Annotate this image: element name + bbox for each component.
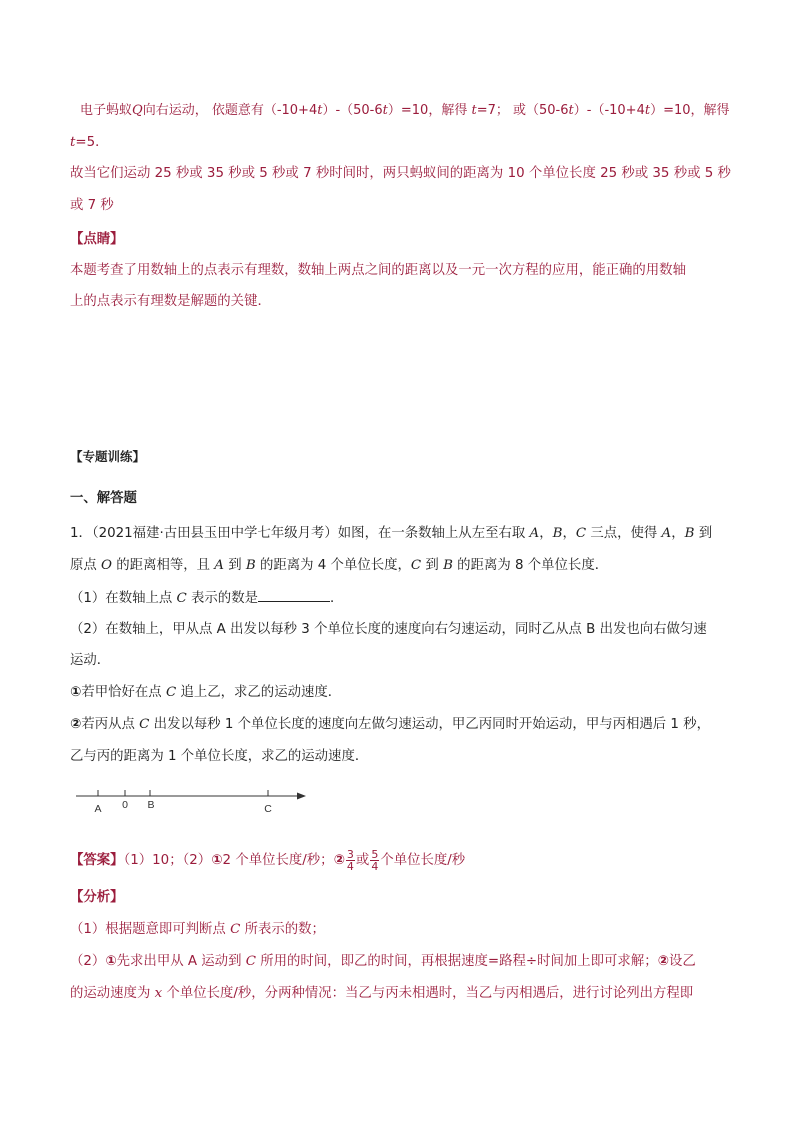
var: C xyxy=(230,922,241,937)
text: 的运动速度为 xyxy=(70,986,155,1001)
var: t xyxy=(70,135,76,150)
solution-line-4: 或 7 秒 xyxy=(70,198,114,213)
text: （1）10；（2） xyxy=(123,853,212,868)
denominator: 4 xyxy=(371,859,379,873)
denominator: 4 xyxy=(346,859,354,873)
text: 原点 xyxy=(70,558,102,573)
text: 三点，使得 xyxy=(586,526,662,541)
text: 所表示的数； xyxy=(240,922,325,937)
circled-one: ① xyxy=(70,685,82,700)
text: 设乙 xyxy=(668,954,696,969)
var: O xyxy=(101,558,113,573)
text: 若丙从点 xyxy=(81,717,140,732)
text: ）=10，解得 xyxy=(387,103,472,118)
dianjing-line-1: 本题考查了用数轴上的点表示有理数，数轴上两点之间的距离以及一元一次方程的应用，能正确的用数轴 xyxy=(70,263,686,278)
var: t xyxy=(382,103,388,118)
text: 表示的数是 xyxy=(186,591,258,606)
fraction-three-quarters xyxy=(346,849,355,872)
text: 先求出甲从 A 运动到 xyxy=(116,954,246,969)
label-c: C xyxy=(264,803,272,815)
analysis-line-3 xyxy=(70,984,693,1004)
analysis-line-1 xyxy=(70,920,325,940)
var: C xyxy=(245,954,256,969)
number-line-figure xyxy=(74,786,314,818)
text: =7； 或（50-6 xyxy=(476,103,569,118)
var: B xyxy=(245,558,256,573)
text: （2） xyxy=(70,954,106,969)
text: （1）在数轴上点 xyxy=(70,591,177,606)
text: 追上乙，求乙的运动速度． xyxy=(176,685,342,700)
var: t xyxy=(471,103,477,118)
text: ）-（-10+4 xyxy=(573,103,645,118)
arrow-head-icon xyxy=(297,793,306,800)
text: （1）根据题意即可判断点 xyxy=(70,922,231,937)
var: t xyxy=(644,103,651,118)
numerator: 3 xyxy=(346,847,354,861)
solution-line-1 xyxy=(80,101,730,121)
circled-one: ① xyxy=(105,954,117,969)
label-a: A xyxy=(94,803,102,815)
var: C xyxy=(575,526,587,541)
text: ， xyxy=(539,526,553,541)
var: Q xyxy=(132,103,143,118)
analysis-header: 【分析】 xyxy=(70,890,124,905)
label-0: 0 xyxy=(122,799,128,811)
text: 2 个单位长度/秒； xyxy=(222,853,334,868)
text: 若甲恰好在点 xyxy=(81,685,166,700)
text: 到 xyxy=(421,558,444,573)
text: ）-（50-6 xyxy=(322,103,383,118)
question-line-2 xyxy=(70,556,608,576)
text: 1．（2021福建·古田县玉田中学七年级月考）如图，在一条数轴上从左至右取 xyxy=(70,526,530,541)
circled-two: ② xyxy=(657,954,669,969)
text: 个单位长度/秒，分两种情况：当乙与丙未相遇时，当乙与丙相遇后，进行讨论列出方程即 xyxy=(162,986,694,1001)
text: 电子蚂蚁 xyxy=(80,103,133,118)
label-b: B xyxy=(147,799,155,811)
solution-line-3: 故当它们运动 25 秒或 35 秒或 5 秒或 7 秒时间时，两只蚂蚁间的距离为 10 个单位长度 25 秒或 35 秒或 5 秒 xyxy=(70,166,731,181)
var: C xyxy=(410,558,422,573)
question-line-3 xyxy=(70,588,343,609)
var: A xyxy=(214,558,224,573)
question-line-7 xyxy=(70,715,710,735)
numerator: 5 xyxy=(371,847,379,861)
var: B xyxy=(684,526,695,541)
text: 到 xyxy=(223,558,246,573)
answer-tag: 【答案】 xyxy=(70,853,124,868)
text: ）=10，解得 xyxy=(650,103,730,118)
var: t xyxy=(317,103,323,118)
var: B xyxy=(443,558,453,573)
section-title: 一、解答题 xyxy=(70,491,137,506)
analysis-line-2 xyxy=(70,952,696,972)
answer-blank[interactable] xyxy=(258,588,330,602)
question-line-6 xyxy=(70,683,341,703)
var: A xyxy=(661,526,672,541)
circled-two: ② xyxy=(70,717,82,732)
solution-line-2 xyxy=(70,133,109,153)
text: 的距离为 4 个单位长度， xyxy=(255,558,411,573)
text: 或 xyxy=(355,853,370,868)
var: x xyxy=(154,986,163,1001)
text: 的距离为 8 个单位长度． xyxy=(452,558,609,573)
text: 向右运动， 依题意有（-10+4 xyxy=(142,103,318,118)
question-line-8: 乙与丙的距离为 1 个单位长度，求乙的运动速度． xyxy=(70,749,369,764)
text: 所用的时间，即乙的时间，再根据速度=路程÷时间加上即可求解； xyxy=(255,954,658,969)
text: 到 xyxy=(694,526,713,541)
text: 个单位长度/秒 xyxy=(380,853,466,868)
training-header: 【专题训练】 xyxy=(70,449,146,464)
text: 的距离相等，且 xyxy=(112,558,215,573)
var: B xyxy=(552,526,563,541)
answer-line xyxy=(70,848,465,874)
var: A xyxy=(529,526,540,541)
dianjing-header: 【点睛】 xyxy=(70,232,124,247)
text: ． xyxy=(329,591,344,606)
dianjing-line-2: 上的点表示有理数是解题的关键． xyxy=(70,294,271,309)
circled-one: ① xyxy=(211,853,223,868)
question-line-1 xyxy=(70,524,712,544)
var: C xyxy=(176,591,187,606)
text: =5． xyxy=(75,135,109,150)
circled-two: ② xyxy=(333,853,345,868)
var: C xyxy=(165,685,177,700)
question-line-5: 运动． xyxy=(70,653,111,668)
fraction-five-quarters xyxy=(370,849,379,872)
var: C xyxy=(139,717,150,732)
text: ， xyxy=(562,526,576,541)
text: 出发以每秒 1 个单位长度的速度向左做匀速运动，甲乙丙同时开始运动，甲与丙相遇后 1 秒， xyxy=(149,717,710,732)
question-line-4: （2）在数轴上，甲从点 A 出发以每秒 3 个单位长度的速度向右匀速运动，同时乙从点 B 出发也向右做匀速 xyxy=(70,622,707,637)
text: ， xyxy=(671,526,685,541)
var: t xyxy=(568,103,574,118)
